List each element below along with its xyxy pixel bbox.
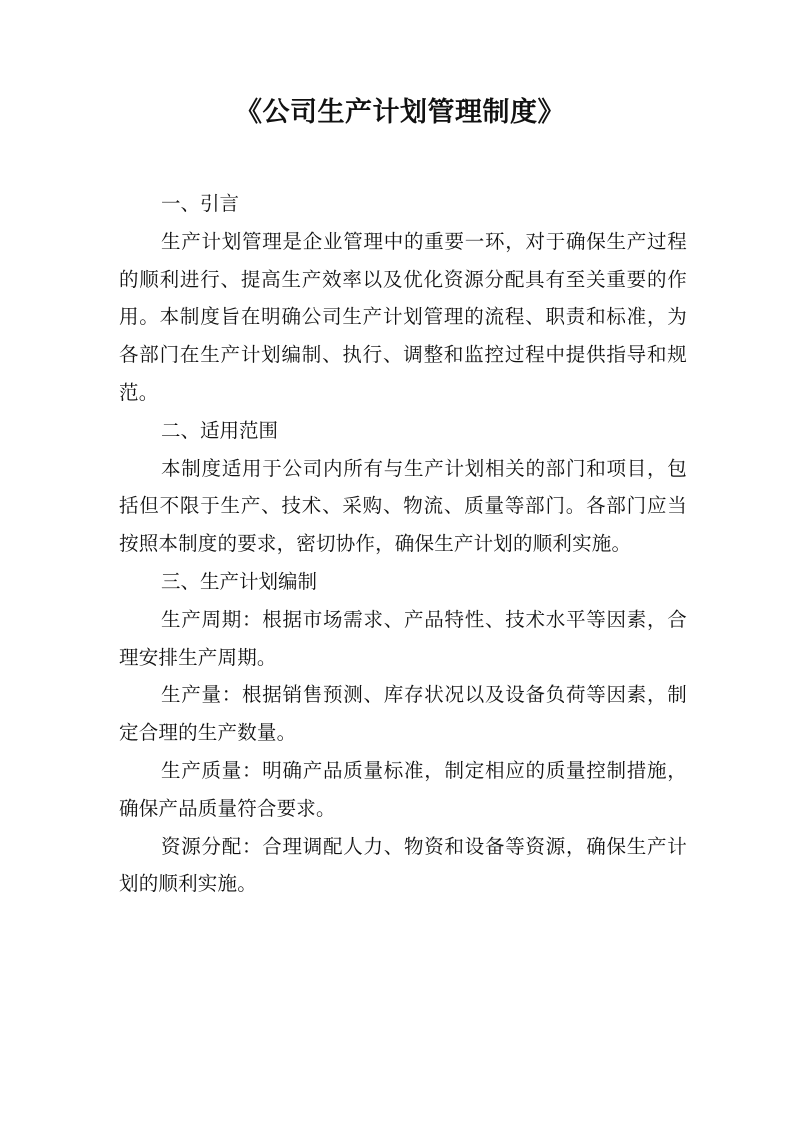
planning-production-cycle-paragraph: 生产周期：根据市场需求、产品特性、技术水平等因素，合理安排生产周期。 <box>119 607 687 669</box>
planning-production-volume-paragraph: 生产量：根据销售预测、库存状况以及设备负荷等因素，制定合理的生产数量。 <box>119 683 687 745</box>
section-heading-scope: 二、适用范围 <box>161 418 279 442</box>
introduction-paragraph: 生产计划管理是企业管理中的重要一环，对于确保生产过程的顺利进行、提高生产效率以及优化资源分配具有至关重要的作用。本制度旨在明确公司生产计划管理的流程、职责和标准，为各部门在生产计划编制、执行、调整和监控过程中提供指导和规范。 <box>119 229 687 404</box>
planning-production-quality-paragraph: 生产质量：明确产品质量标准，制定相应的质量控制措施，确保产品质量符合要求。 <box>119 758 687 820</box>
scope-paragraph: 本制度适用于公司内所有与生产计划相关的部门和项目，包括但不限于生产、技术、采购、物流、质量等部门。各部门应当按照本制度的要求，密切协作，确保生产计划的顺利实施。 <box>119 456 687 556</box>
document-body <box>119 185 687 903</box>
document-title: 《公司生产计划管理制度》 <box>235 97 565 128</box>
planning-resource-allocation-paragraph: 资源分配：合理调配人力、物资和设备等资源，确保生产计划的顺利实施。 <box>119 834 687 896</box>
section-heading-planning: 三、生产计划编制 <box>161 569 318 593</box>
section-heading-introduction: 一、引言 <box>161 192 240 215</box>
